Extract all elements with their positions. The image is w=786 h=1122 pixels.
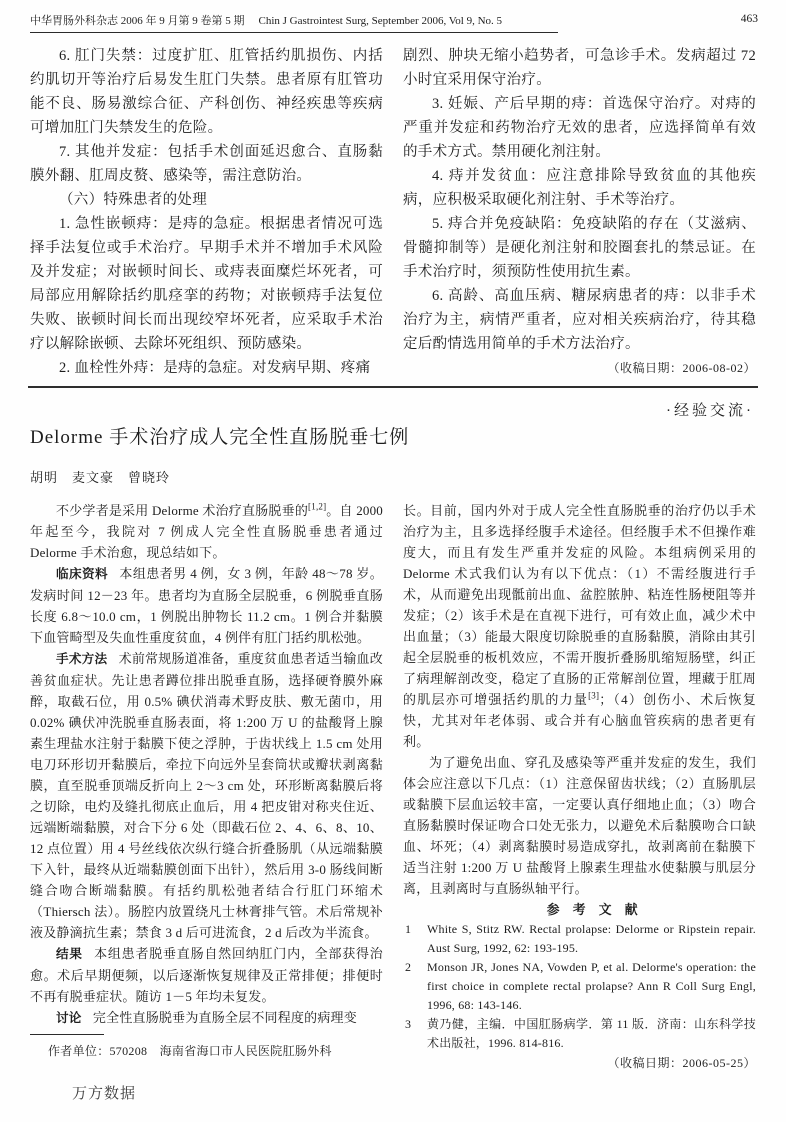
- authors-line: 胡明 麦文豪 曾晓玲: [30, 470, 171, 485]
- paragraph: 为了避免出血、穿孔及感染等严重并发症的发生，我们体会应注意以下几点：（1）注意保留齿状线；（2）直肠肌层或黏膜下层血运较丰富，一定要认真仔细地止血；（3）吻合直肠黏膜时保证吻合口处无张力，以避免术后黏膜吻合口缺血、坏死；（4）剥离黏膜时易造成穿扎，故剥离前在黏膜下适当注射 1:200 万 U 盐酸肾上腺素生理盐水使黏膜与肌层分离，且剥离时与直肠纵轴平行。: [403, 755, 756, 896]
- guideline-section: [30, 44, 756, 380]
- paragraph-text: 。自 2000 年起至今，我院对 7 例成人完全性直肠脱垂患者通过 Delorme 手术治愈，现总结如下。: [30, 503, 384, 560]
- paragraph: 1. 急性嵌顿痔：是痔的急症。根据患者情况可选择手法复位或手术治疗。早期手术并不增加手术风险及并发症；对嵌顿时间长、或痔表面糜烂坏死者，可局部应用解除括约肌痉挛的药物；对嵌顿痔手法复位失败、嵌顿时间长而出现绞窄坏死者，应采取手术治疗以解除嵌顿、去除坏死组织、预防感染。: [30, 216, 383, 352]
- footnote-block: [30, 1034, 383, 1059]
- paragraph-text: ；（4）创伤小、术后恢复快，尤其对年老体弱、或合并有心脑血管疾病的患者更有利。: [403, 692, 756, 749]
- author-affiliation: 作者单位：570208 海南省海口市人民医院肛肠外科: [48, 1044, 332, 1058]
- column-category-label: ·经验交流·: [666, 403, 754, 419]
- article-divider-rule: [28, 386, 758, 388]
- paragraph: 6. 高龄、高血压病、糖尿病患者的痔：以非手术治疗为主，病情严重者，应对相关疾病治疗，待其稳定后酌情选用简单的手术方法治疗。: [403, 288, 756, 352]
- paragraph: 4. 痔并发贫血：应注意排除导致贫血的其他疾病，应积极采取硬化剂注射、手术等治疗。: [403, 168, 756, 208]
- paragraph-keyword: 讨论: [56, 1011, 82, 1025]
- journal-title-en: Chin J Gastrointest Surg, September 2006, Vol 9, No. 5: [258, 15, 503, 27]
- paragraph: 6. 肛门失禁：过度扩肛、肛管括约肌损伤、内括约肌切开等治疗后易发生肛门失禁。患者原有肛管功能不良、肠易激综合征、产科创伤、神经疾患等疾病可增加肛门失禁发生的危险。: [30, 48, 383, 136]
- journal-title-cn: 中华胃肠外科杂志 2006 年 9 月第 9 卷第 5 期: [30, 15, 245, 27]
- reference-number: 1: [405, 922, 412, 936]
- reference-number: 3: [405, 1017, 412, 1031]
- paragraph-keyword: 结果: [56, 947, 83, 961]
- received-date: （收稿日期：2006-08-02）: [607, 361, 756, 375]
- journal-header: [30, 12, 758, 33]
- citation-superscript: [1,2]: [308, 501, 327, 512]
- paragraph: 3. 妊娠、产后早期的痔：首选保守治疗。对痔的严重并发症和药物治疗无效的患者，应选择简单有效的手术方式。禁用硬化剂注射。: [403, 96, 756, 160]
- paragraph: [403, 500, 756, 752]
- footnote-rule: [30, 1034, 104, 1035]
- paragraph: 5. 痔合并免疫缺陷：免疫缺陷的存在（艾滋病、骨髓抑制等）是硬化剂注射和胶圈套扎的禁忌证。在手术治疗时，须预防性使用抗生素。: [403, 216, 756, 280]
- reference-item: [403, 958, 756, 1015]
- paragraph: [30, 1007, 383, 1029]
- paragraph: [30, 648, 383, 943]
- paragraph: [30, 500, 383, 563]
- subsection-heading: （六）特殊患者的处理: [59, 192, 207, 208]
- paragraph-text: 术前常规肠道准备，重度贫血患者适当输血改善贫血症状。先让患者蹲位排出脱垂直肠，选择硬脊膜外麻醉，取截石位，用 0.5% 碘伏消毒术野皮肤、敷无菌巾，用 0.02% 碘伏冲洗脱垂直肠表面，将 1:200 万 U 的盐酸肾上腺素生理盐水注射于黏膜下使之浮肿，于齿状线上 1.5 cm 处用电刀环形切开黏膜后，牵拉下向远外呈套筒状或瓣状剥离黏膜，直至脱垂顶端反折向上 2～3 cm 处，环形断离黏膜后将之切除，电灼及缝扎彻底止血后，用 4 把皮钳对称夹住近、远端断端黏膜，对合下分 6 处（即截石位 2、4、6、8、10、12 点位置）用 4 号丝线依次纵行缝合折叠肠肌（从远端黏膜下入针，最终从近端黏膜创面下出针），然后用 3-0 肠线间断缝合吻合断端黏膜。有括约肌松弛者结合行肛门环缩术（Thiersch 法）。肠腔内放置绕凡士林膏排气管。术后常规补液及静滴抗生素；禁食 3 d 后可进流食，2 d 后改为半流食。: [30, 651, 383, 940]
- page-number: 463: [740, 13, 758, 25]
- reference-text: White S, Stitz RW. Rectal prolapse: Delorme or Ripstein repair. Aust Surg, 1992, 62: 193-195.: [427, 922, 756, 955]
- reference-text: Monson JR, Jones NA, Vowden P, et al. Delorme's operation: the first choice in complete rectal prolapse? Ann R Coll Surg Engl, 1996, 68: 143-146.: [427, 960, 756, 1012]
- reference-number: 2: [405, 960, 412, 974]
- article-title: Delorme 手术治疗成人完全性直肠脱垂七例: [30, 427, 410, 448]
- citation-superscript: [3]: [588, 690, 600, 701]
- paragraph-text: 完全性直肠脱垂为直肠全层不同程度的病理变: [92, 1010, 357, 1025]
- wanfang-watermark: 万方数据: [72, 1086, 137, 1102]
- paragraph: 剧烈、肿块无缩小趋势者，可急诊手术。发病超过 72 小时宜采用保守治疗。: [403, 48, 756, 88]
- paragraph-keyword: 手术方法: [56, 652, 108, 666]
- reference-text: 黄乃健，主编．中国肛肠病学．第 11 版．济南：山东科学技术出版社，1996. 814-816.: [427, 1017, 756, 1050]
- reference-item: [403, 920, 756, 958]
- journal-header-line: [30, 12, 558, 33]
- article-body: [30, 500, 756, 1074]
- guideline-left-column: [30, 44, 383, 380]
- guideline-right-column: [403, 44, 756, 380]
- paragraph-keyword: 临床资料: [56, 567, 109, 581]
- received-date: （收稿日期：2006-05-25）: [607, 1056, 756, 1070]
- paragraph: 2. 血栓性外痔：是痔的急症。对发病早期、疼痛: [59, 360, 371, 376]
- paragraph: [30, 563, 383, 648]
- paragraph: [30, 943, 383, 1007]
- paragraph-text: 本组患者脱垂直肠自然回纳肛门内，全部获得治愈。术后早期便频，以后逐渐恢复规律及正常排便；排便时不再有脱垂症状。随访 1－5 年均未复发。: [30, 946, 383, 1004]
- reference-item: [403, 1015, 756, 1053]
- paragraph-text: 长。目前，国内外对于成人完全性直肠脱垂的治疗仍以手术治疗为主，且多选择经腹手术途径。但经腹手术不但操作难度大，而且有发生严重并发症的风险。本组病例采用的 Delorme 术式我们认为有以下优点：（1）不需经腹进行手术，从而避免出现骶前出血、盆腔脓肿、粘连性肠梗阻等并发症；（2）该手术是在直视下进行，可有效止血，减少术中出血量；（3）能最大限度切除脱垂的直肠黏膜，消除由其引起全层脱垂的板机效应，不需开腹折叠肠肌缩短肠壁，纠正了病理解剖改变，稳定了直肠的正常解剖位置，埋藏于肛周的肌层亦可增强括约肌的力量: [403, 503, 756, 707]
- article-right-column: [403, 500, 756, 1074]
- paragraph: 7. 其他并发症：包括手术创面延迟愈合、直肠黏膜外翻、肛周皮赘、感染等，需注意防治。: [30, 144, 383, 184]
- paragraph-text: 不少学者是采用 Delorme 术治疗直肠脱垂的: [56, 503, 309, 518]
- references-heading: 参 考 文 献: [546, 902, 638, 917]
- article-left-column: [30, 500, 383, 1074]
- paragraph-text: 本组患者男 4 例，女 3 例，年龄 48～78 岁。发病时间 12－23 年。患者均为直肠全层脱垂，6 例脱垂直肠长度 6.8～10.0 cm，1 例脱出肿物长 11.2 cm。1 例合并黏膜下血管畸型及失血性重度贫血，4 例伴有肛门括约肌松弛。: [30, 566, 383, 645]
